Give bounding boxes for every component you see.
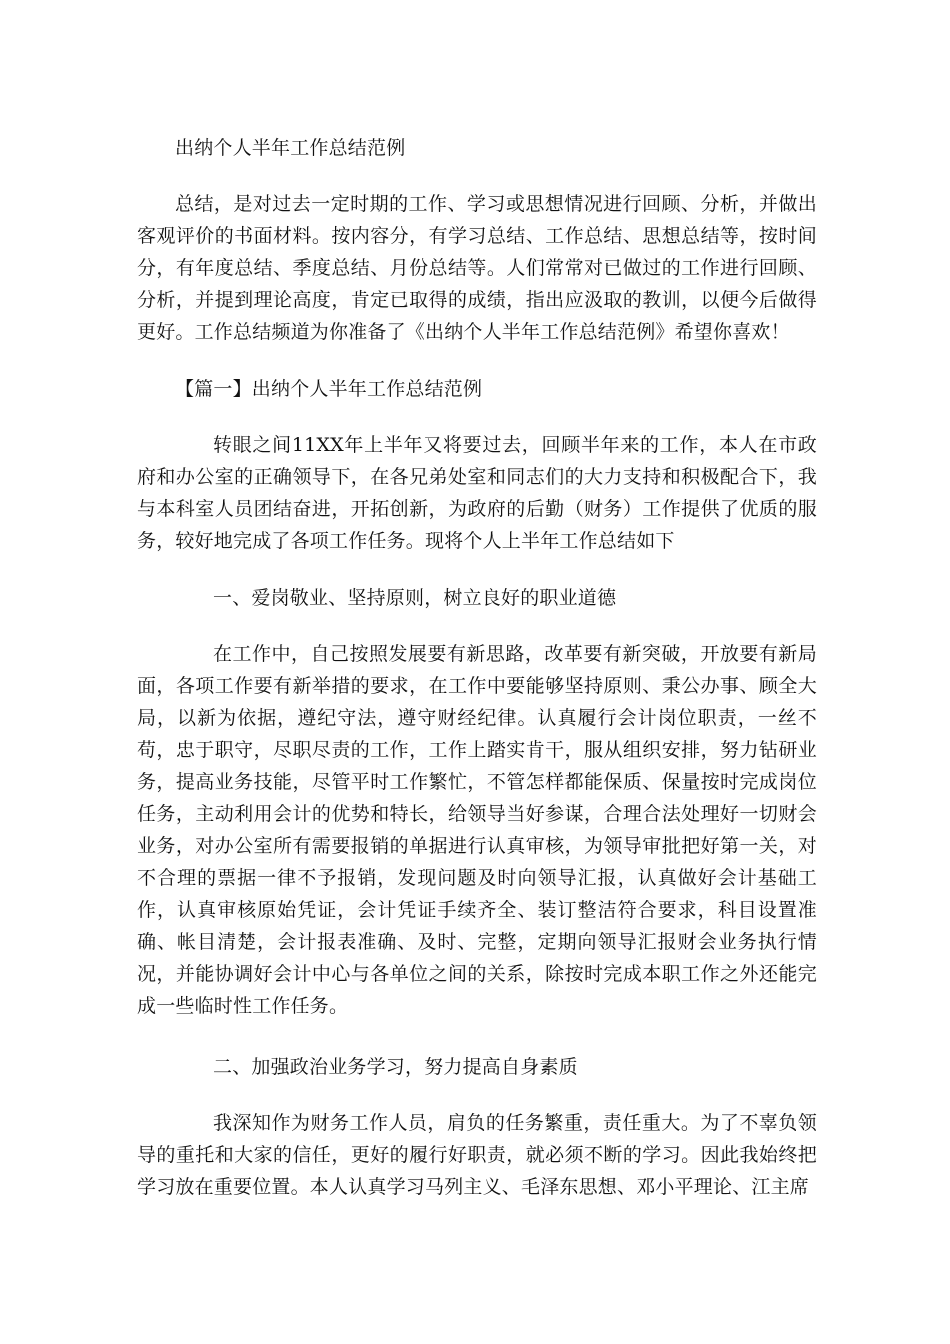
part-heading: 【篇一】出纳个人半年工作总结范例 [175,378,483,400]
opening-paragraph: 转眼之间11XX年上半年又将要过去，回顾半年来的工作，本人在市政府和办公室的正确领导下，在各兄弟处室和同志们的大力支持和积极配合下，我与本科室人员团结奋进，开拓创新，为政府的后勤（财务）工作提供了优质的服务，较好地完成了各项工作任务。现将个人上半年工作总结如下 [137,434,817,552]
section-heading-1: 一、爱岗敬业、坚持原则，树立良好的职业道德 [213,587,617,609]
intro-paragraph: 总结，是对过去一定时期的工作、学习或思想情况进行回顾、分析，并做出客观评价的书面材料。按内容分，有学习总结、工作总结、思想总结等，按时间分，有年度总结、季度总结、月份总结等。人们常常对已做过的工作进行回顾、分析，并提到理论高度，肯定已取得的成绩，指出应汲取的教训，以便今后做得更好。工作总结频道为你准备了《出纳个人半年工作总结范例》希望你喜欢！ [137,193,817,343]
section-2-paragraph: 我深知作为财务工作人员，肩负的任务繁重，责任重大。为了不辜负领导的重托和大家的信任，更好的履行好职责，就必须不断的学习。因此我始终把学习放在重要位置。本人认真学习马列主义、毛泽东思想、邓小平理论、江主席 [137,1112,817,1198]
section-1-paragraph: 在工作中，自己按照发展要有新思路，改革要有新突破，开放要有新局面，各项工作要有新举措的要求，在工作中要能够坚持原则、秉公办事、顾全大局，以新为依据，遵纪守法，遵守财经纪律。认真履行会计岗位职责，一丝不苟，忠于职守，尽职尽责的工作，工作上踏实肯干，服从组织安排，努力钻研业务，提高业务技能，尽管平时工作繁忙，不管怎样都能保质、保量按时完成岗位任务，主动利用会计的优势和特长，给领导当好参谋，合理合法处理好一切财会业务，对办公室所有需要报销的单据进行认真审核，为领导审批把好第一关，对不合理的票据一律不予报销，发现问题及时向领导汇报，认真做好会计基础工作，认真审核原始凭证，会计凭证手续齐全、装订整洁符合要求，科目设置准确、帐目清楚，会计报表准确、及时、完整，定期向领导汇报财会业务执行情况，并能协调好会计中心与各单位之间的关系，除按时完成本职工作之外还能完成一些临时性工作任务。 [137,643,817,1017]
section-heading-2: 二、加强政治业务学习，努力提高自身素质 [213,1056,578,1078]
document-title: 出纳个人半年工作总结范例 [175,137,406,159]
